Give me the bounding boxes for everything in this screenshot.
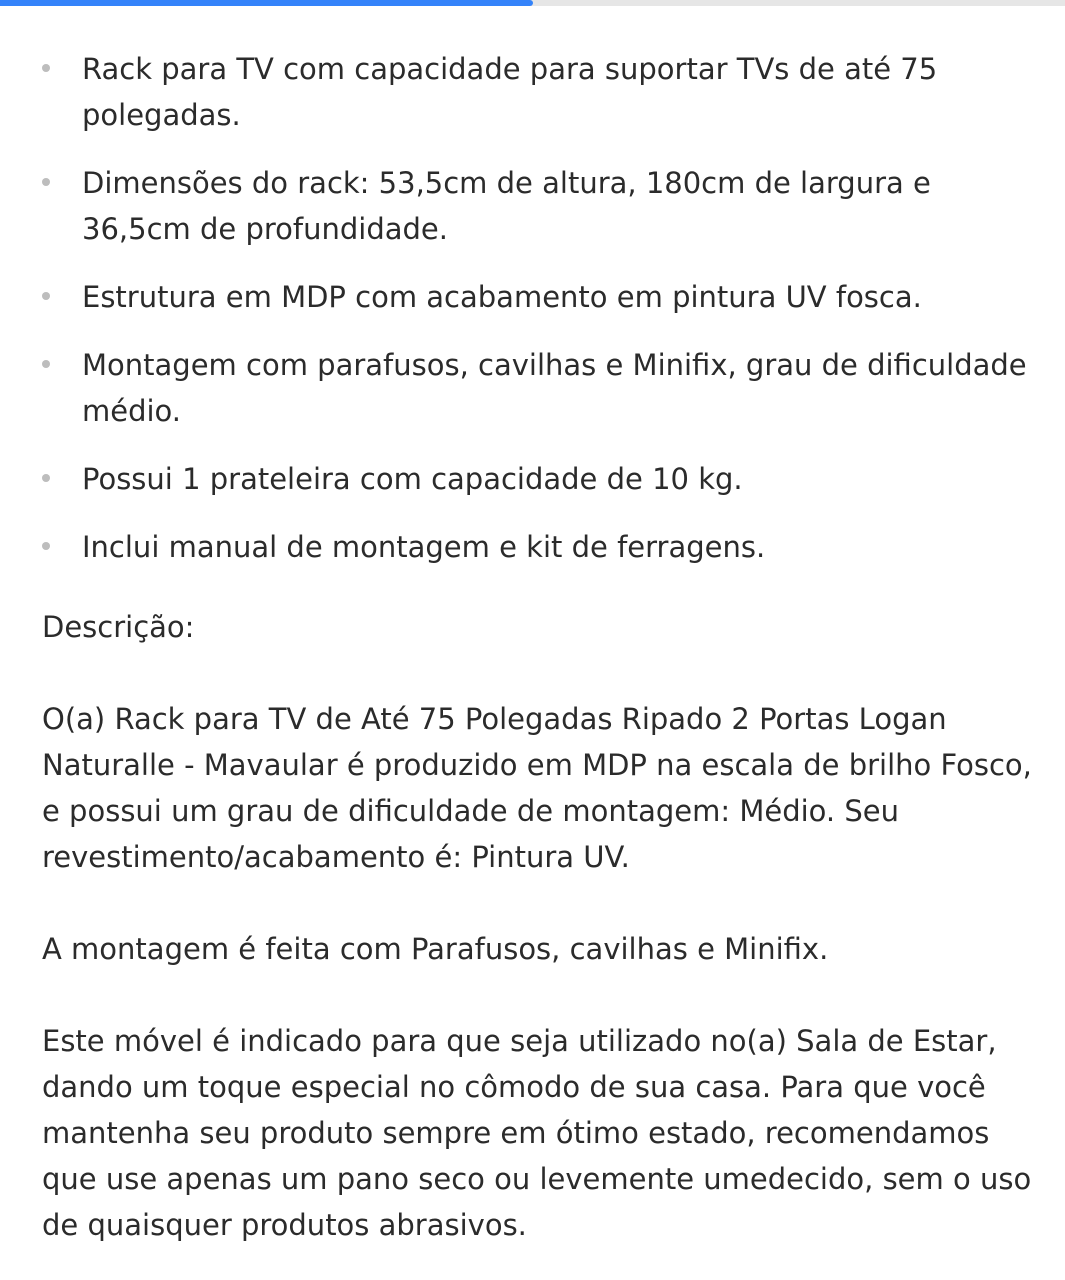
bullet-icon: [42, 64, 50, 72]
description-paragraph: A montagem é feita com Parafusos, cavilhas e Minifix.: [42, 932, 829, 966]
feature-text: Rack para TV com capacidade para suportar TVs de até 75 polegadas.: [82, 52, 938, 132]
feature-text: Dimensões do rack: 53,5cm de altura, 180cm de largura e 36,5cm de profundidade.: [82, 166, 931, 246]
list-item: [42, 524, 1032, 570]
list-item: [42, 342, 1032, 434]
feature-text: Inclui manual de montagem e kit de ferragens.: [82, 530, 766, 564]
product-description: [42, 46, 1032, 1248]
bullet-icon: [42, 292, 50, 300]
description-heading: Descrição:: [42, 610, 195, 644]
feature-text: Estrutura em MDP com acabamento em pintura UV fosca.: [82, 280, 922, 314]
feature-text: Possui 1 prateleira com capacidade de 10 kg.: [82, 462, 743, 496]
description-paragraph: Este móvel é indicado para que seja utilizado no(a) Sala de Estar, dando um toque especial no cômodo de sua casa. Para que você mantenha seu produto sempre em ótimo estado, recomendamos que use apenas um pano seco ou levemente umedecido, sem o uso de quaisquer produtos abrasivos.: [42, 1024, 1032, 1242]
list-item: [42, 160, 1032, 252]
bullet-icon: [42, 178, 50, 186]
progress-bar: [0, 0, 1065, 6]
list-item: [42, 456, 1032, 502]
bullet-icon: [42, 360, 50, 368]
feature-text: Montagem com parafusos, cavilhas e Minifix, grau de dificuldade médio.: [82, 348, 1027, 428]
progress-bar-fill: [0, 0, 533, 6]
bullet-icon: [42, 474, 50, 482]
list-item: [42, 46, 1032, 138]
feature-list: [42, 46, 1032, 570]
list-item: [42, 274, 1032, 320]
description-paragraph: O(a) Rack para TV de Até 75 Polegadas Ripado 2 Portas Logan Naturalle - Mavaular é produzido em MDP na escala de brilho Fosco, e possui um grau de dificuldade de montagem: Médio. Seu revestimento/acabamento é: Pintura UV.: [42, 702, 1032, 874]
bullet-icon: [42, 542, 50, 550]
